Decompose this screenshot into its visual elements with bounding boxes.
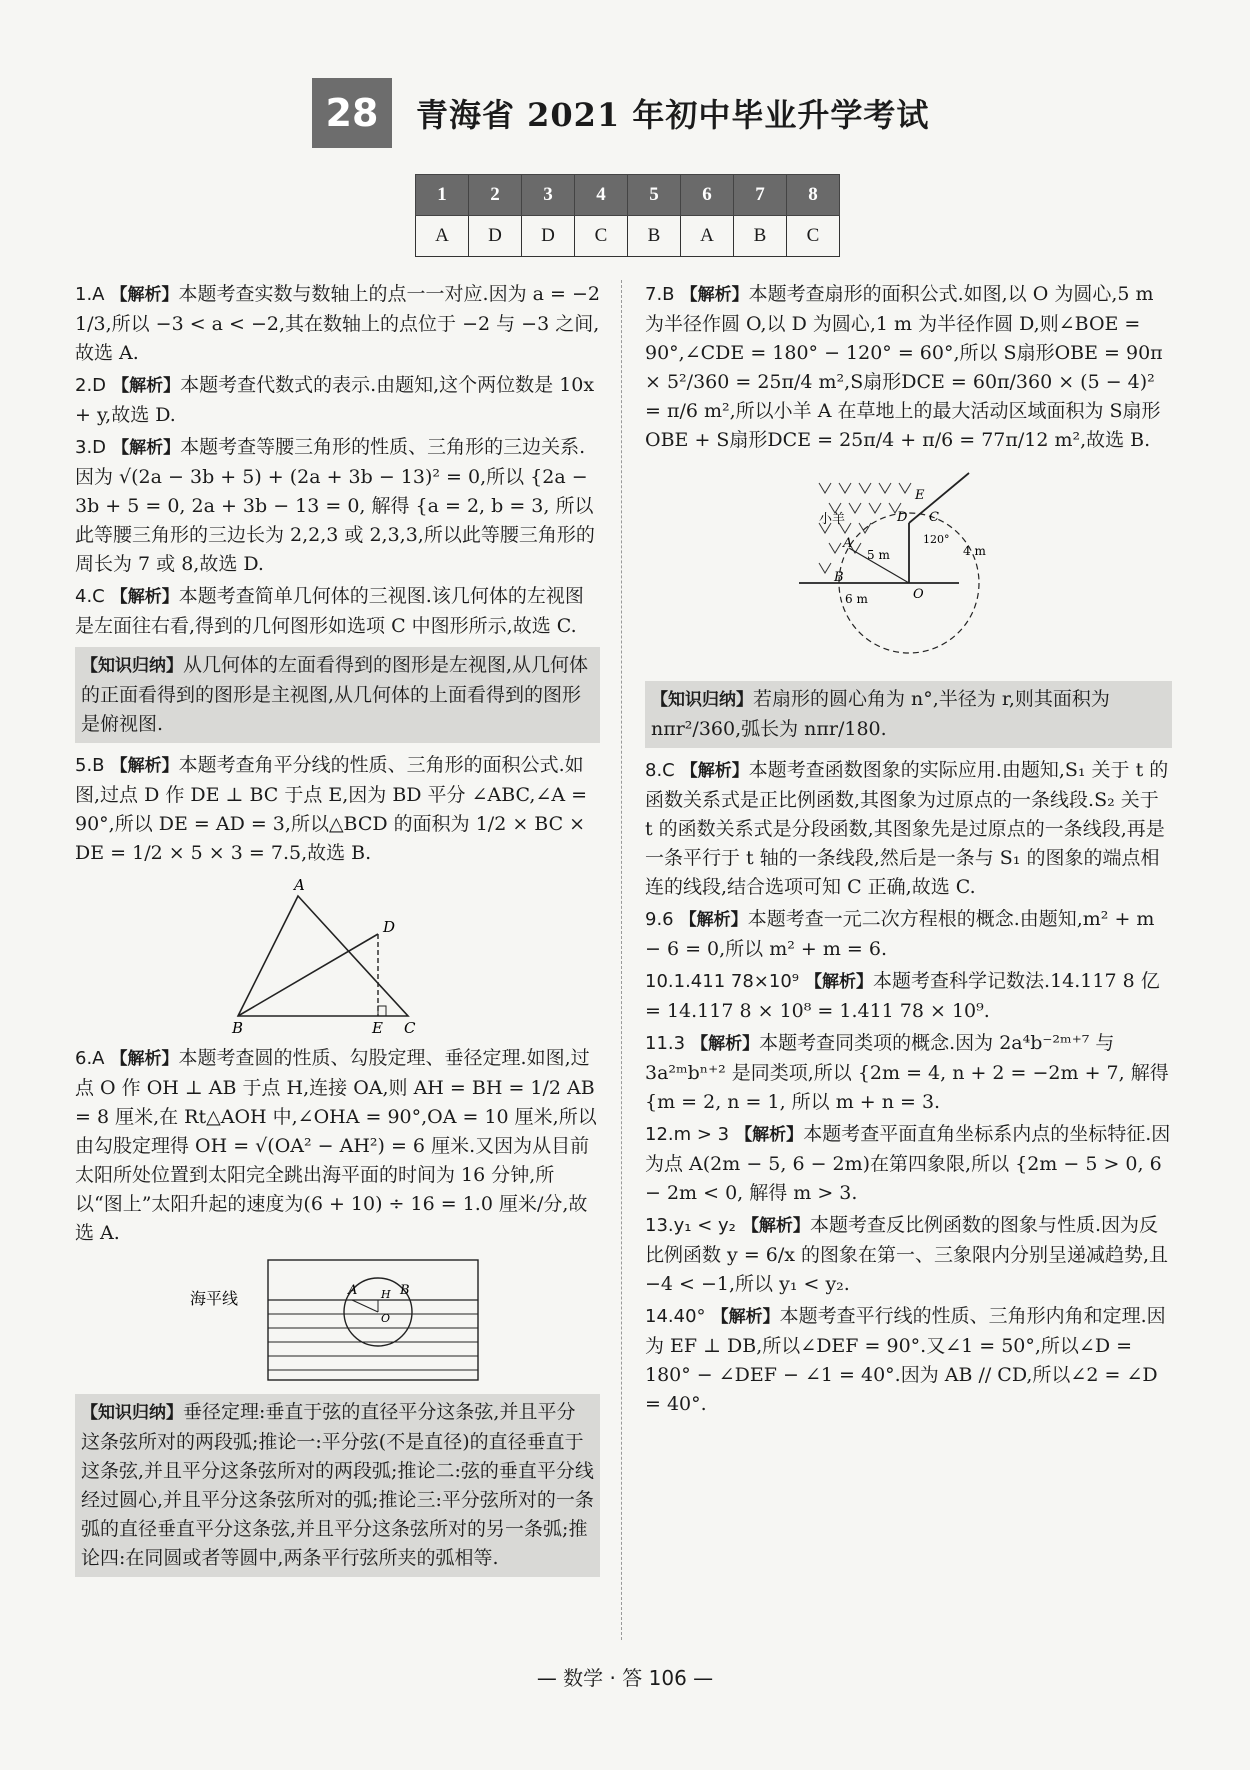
solution-13 <box>645 1211 1172 1299</box>
question-number: 4 <box>575 175 628 216</box>
triangle-figure <box>228 876 448 1036</box>
knowledge-tag: 【知识归纳】 <box>651 690 753 710</box>
answer-table-answers <box>416 216 840 257</box>
label-o: O <box>380 1312 390 1325</box>
question-number: 2 <box>469 175 522 216</box>
answer-label: 6.A <box>75 1048 105 1069</box>
sunrise-figure <box>188 1256 488 1386</box>
answer-table <box>415 174 840 257</box>
label-c: C <box>928 510 939 525</box>
answer-label: 12.m > 3 <box>645 1124 730 1145</box>
label-h: H <box>380 1288 391 1301</box>
solution-text: 本题考查实数与数轴上的点一一对应.因为 a = −2 1/3,所以 −3 < a < −2,其在数轴上的点位于 −2 与 −3 之间,故选 A. <box>75 283 600 364</box>
analysis-tag: 【解析】 <box>691 1034 760 1054</box>
solution-8 <box>645 756 1172 902</box>
knowledge-text: 垂径定理:垂直于弦的直径平分这条弦,并且平分这条弦所对的两段弧;推论一:平分弦(不是直径)的直径垂直于这条弦,并且平分这条弦所对的两段弧;推论二:弦的垂直平分线经过圆心,并且平分这条弦所对的弧;推论三:平分弦所对的一条弧的直径垂直平分这条弦,并且平分这条弦所对的另一条弧;推论四:在同圆或者等圆中,两条平行弦所夹的弧相等. <box>81 1401 594 1569</box>
label-a: A <box>842 536 852 551</box>
solution-3 <box>75 433 600 579</box>
answer-cell: D <box>522 216 575 257</box>
solution-text: 本题考查简单几何体的三视图.该几何体的左视图是左面往右看,得到的几何图形如选项 C 中图形所示,故选 C. <box>75 585 584 637</box>
analysis-tag: 【解析】 <box>112 438 181 458</box>
solution-text: 本题考查扇形的面积公式.如图,以 O 为圆心,5 m 为半径作圆 O,以 D 为圆心,1 m 为半径作圆 D,则∠BOE = 90°,∠CDE = 180° − 120° = 60°,所以 S扇形OBE = 90π × 5²/360 = 25π/4 m²,S扇形DCE = 60π/360 × (5 − 4)² = π/6 m²,所以小羊 A 在草地上的最大活动区域面积为 S扇形OBE + S扇形DCE = 25π/4 + π/6 = 77π/12 m²,故选 B. <box>645 283 1163 451</box>
analysis-tag: 【解析】 <box>110 587 179 607</box>
solution-text: 本题考查代数式的表示.由题知,这个两位数是 10x + y,故选 D. <box>75 374 595 426</box>
answer-label: 11.3 <box>645 1033 686 1054</box>
solution-text: 本题考查函数图象的实际应用.由题知,S₁ 关于 t 的函数关系式是正比例函数,其图象为过原点的一条线段.S₂ 关于 t 的函数关系式是分段函数,其图象先是过原点的一条线段,再是一条平行于 t 轴的一条线段,然后是一条与 S₁ 的图象的端点相连的线段,结合选项可知 C 正确,故选 C. <box>645 759 1169 898</box>
page-footer: — 数学 · 答 106 — <box>536 1666 714 1690</box>
answer-cell: D <box>469 216 522 257</box>
knowledge-tag: 【知识归纳】 <box>81 1403 183 1423</box>
label-o: O <box>912 587 924 602</box>
solution-text: 本题考查同类项的概念.因为 2a⁴b⁻²ᵐ⁺⁷ 与 3a²ᵐbⁿ⁺² 是同类项,所以 {2m = 4, n + 2 = −2m + 7, 解得 {m = 2, n = 1, 所以 m + n = 3. <box>645 1032 1169 1113</box>
solution-6 <box>75 1044 600 1248</box>
analysis-tag: 【解析】 <box>112 376 181 396</box>
answer-label: 7.B <box>645 284 675 305</box>
answer-label: 8.C <box>645 760 675 781</box>
solution-text: 本题考查平行线的性质、三角形内角和定理.因为 EF ⊥ DB,所以∠DEF = 90°.又∠1 = 50°,所以∠D = 180° − ∠DEF − ∠1 = 40°.因为 AB // CD,所以∠2 = ∠D = 40°. <box>645 1305 1166 1415</box>
solution-2 <box>75 371 600 430</box>
chapter-number-badge: 28 <box>312 78 392 148</box>
width-label: 6 m <box>844 592 868 606</box>
analysis-tag: 【解析】 <box>680 761 749 781</box>
label-e: E <box>371 1019 383 1036</box>
answer-table-numbers <box>416 175 840 216</box>
answer-cell: B <box>734 216 787 257</box>
solution-14 <box>645 1302 1172 1419</box>
analysis-tag: 【解析】 <box>110 1049 179 1069</box>
label-d: D <box>896 510 907 525</box>
knowledge-summary <box>75 1394 600 1577</box>
analysis-tag: 【解析】 <box>735 1125 804 1145</box>
analysis-tag: 【解析】 <box>741 1216 810 1236</box>
left-column <box>75 280 600 1585</box>
answer-cell: A <box>681 216 734 257</box>
radius-label: 5 m <box>866 548 890 562</box>
label-a: A <box>293 876 305 894</box>
solution-text: 本题考查角平分线的性质、三角形的面积公式.如图,过点 D 作 DE ⊥ BC 于点 E,因为 BD 平分 ∠ABC,∠A = 90°,所以 DE = AD = 3,所以△BCD 的面积为 1/2 × BC × DE = 1/2 × 5 × 3 = 7.5,故选 B. <box>75 754 588 864</box>
solution-7 <box>645 280 1172 455</box>
label-a: A <box>347 1283 357 1298</box>
chapter-header <box>312 78 929 148</box>
answer-label: 1.A <box>75 284 105 305</box>
label-d: D <box>382 918 395 936</box>
analysis-tag: 【解析】 <box>680 285 749 305</box>
solution-text: 本题考查一元二次方程根的概念.由题知,m² + m − 6 = 0,所以 m² + m = 6. <box>645 908 1155 960</box>
answer-label: 5.B <box>75 755 105 776</box>
right-angle-mark <box>378 1006 386 1016</box>
answer-label: 4.C <box>75 586 105 607</box>
solution-12 <box>645 1120 1172 1208</box>
knowledge-summary <box>645 681 1172 748</box>
solution-11 <box>645 1029 1172 1117</box>
right-column <box>645 280 1172 1422</box>
sheep-label: 小羊 <box>818 512 845 527</box>
column-divider <box>621 280 622 1640</box>
knowledge-summary <box>75 647 600 743</box>
label-b: B <box>399 1283 410 1298</box>
question-number: 3 <box>522 175 575 216</box>
knowledge-text: 若扇形的圆心角为 n°,半径为 r,则其面积为 nπr²/360,弧长为 nπr/180. <box>651 688 1110 740</box>
analysis-tag: 【解析】 <box>110 285 179 305</box>
question-number: 5 <box>628 175 681 216</box>
knowledge-text: 从几何体的左面看得到的图形是左视图,从几何体的正面看得到的图形是主视图,从几何体的上面看得到的图形是俯视图. <box>81 654 589 735</box>
answer-cell: C <box>787 216 840 257</box>
sheep-figure <box>789 463 1029 673</box>
analysis-tag: 【解析】 <box>110 756 179 776</box>
height-label: 4 m <box>962 544 986 558</box>
solution-text: 本题考查等腰三角形的性质、三角形的三边关系.因为 √(2a − 3b + 5) + (2a + 3b − 13)² = 0,所以 {2a − 3b + 5 = 0, 2a + 3b − 13 = 0, 解得 {a = 2, b = 3, 所以此等腰三角形的三边长为 2,2,3 或 2,3,3,所以此等腰三角形的周长为 7 或 8,故选 D. <box>75 436 595 575</box>
question-number: 8 <box>787 175 840 216</box>
solution-text: 本题考查圆的性质、勾股定理、垂径定理.如图,过点 O 作 OH ⊥ AB 于点 H,连接 OA,则 AH = BH = 1/2 AB = 8 厘米,在 Rt△AOH 中,∠OHA = 90°,OA = 10 厘米,所以由勾股定理得 OH = √(OA² − AH²) = 6 厘米.又因为从目前太阳所处位置到太阳完全跳出海平面的时间为 16 分钟,所以“图上”太阳升起的速度为(6 + 10) ÷ 16 = 1.0 厘米/分,故选 A. <box>75 1047 597 1244</box>
answer-label: 10.1.411 78×10⁹ <box>645 971 799 992</box>
sea-level-label: 海平线 <box>189 1289 238 1308</box>
label-e: E <box>914 488 924 503</box>
triangle-abc <box>238 896 408 1016</box>
answer-label: 3.D <box>75 437 107 458</box>
analysis-tag: 【解析】 <box>679 910 748 930</box>
answer-cell: B <box>628 216 681 257</box>
analysis-tag: 【解析】 <box>805 972 874 992</box>
angle-label: 120° <box>922 533 949 546</box>
page-title: 青海省 2021 年初中毕业升学考试 <box>416 96 930 134</box>
solution-4 <box>75 582 600 641</box>
label-b: B <box>833 570 844 585</box>
label-c: C <box>403 1019 415 1036</box>
solution-9 <box>645 905 1172 964</box>
solution-text: 本题考查反比例函数的图象与性质.因为反比例函数 y = 6/x 的图象在第一、三象限内分别呈递减趋势,且 −4 < −1,所以 y₁ < y₂. <box>645 1214 1169 1295</box>
label-b: B <box>231 1019 243 1036</box>
analysis-tag: 【解析】 <box>711 1307 780 1327</box>
solution-text: 本题考查平面直角坐标系内点的坐标特征.因为点 A(2m − 5, 6 − 2m)在第四象限,所以 {2m − 5 > 0, 6 − 2m < 0, 解得 m > 3. <box>645 1123 1171 1204</box>
question-number: 7 <box>734 175 787 216</box>
segment-oa <box>352 1300 378 1312</box>
solution-text: 本题考查科学记数法.14.117 8 亿 = 14.117 8 × 10⁸ = 1.411 78 × 10⁹. <box>645 970 1160 1022</box>
answer-label: 9.6 <box>645 909 674 930</box>
question-number: 6 <box>681 175 734 216</box>
answer-cell: A <box>416 216 469 257</box>
answer-label: 14.40° <box>645 1306 706 1327</box>
answer-label: 2.D <box>75 375 107 396</box>
answer-cell: C <box>575 216 628 257</box>
solution-1 <box>75 280 600 368</box>
knowledge-tag: 【知识归纳】 <box>81 656 183 676</box>
question-number: 1 <box>416 175 469 216</box>
answer-label: 13.y₁ < y₂ <box>645 1215 736 1236</box>
solution-5 <box>75 751 600 868</box>
solution-10 <box>645 967 1172 1026</box>
